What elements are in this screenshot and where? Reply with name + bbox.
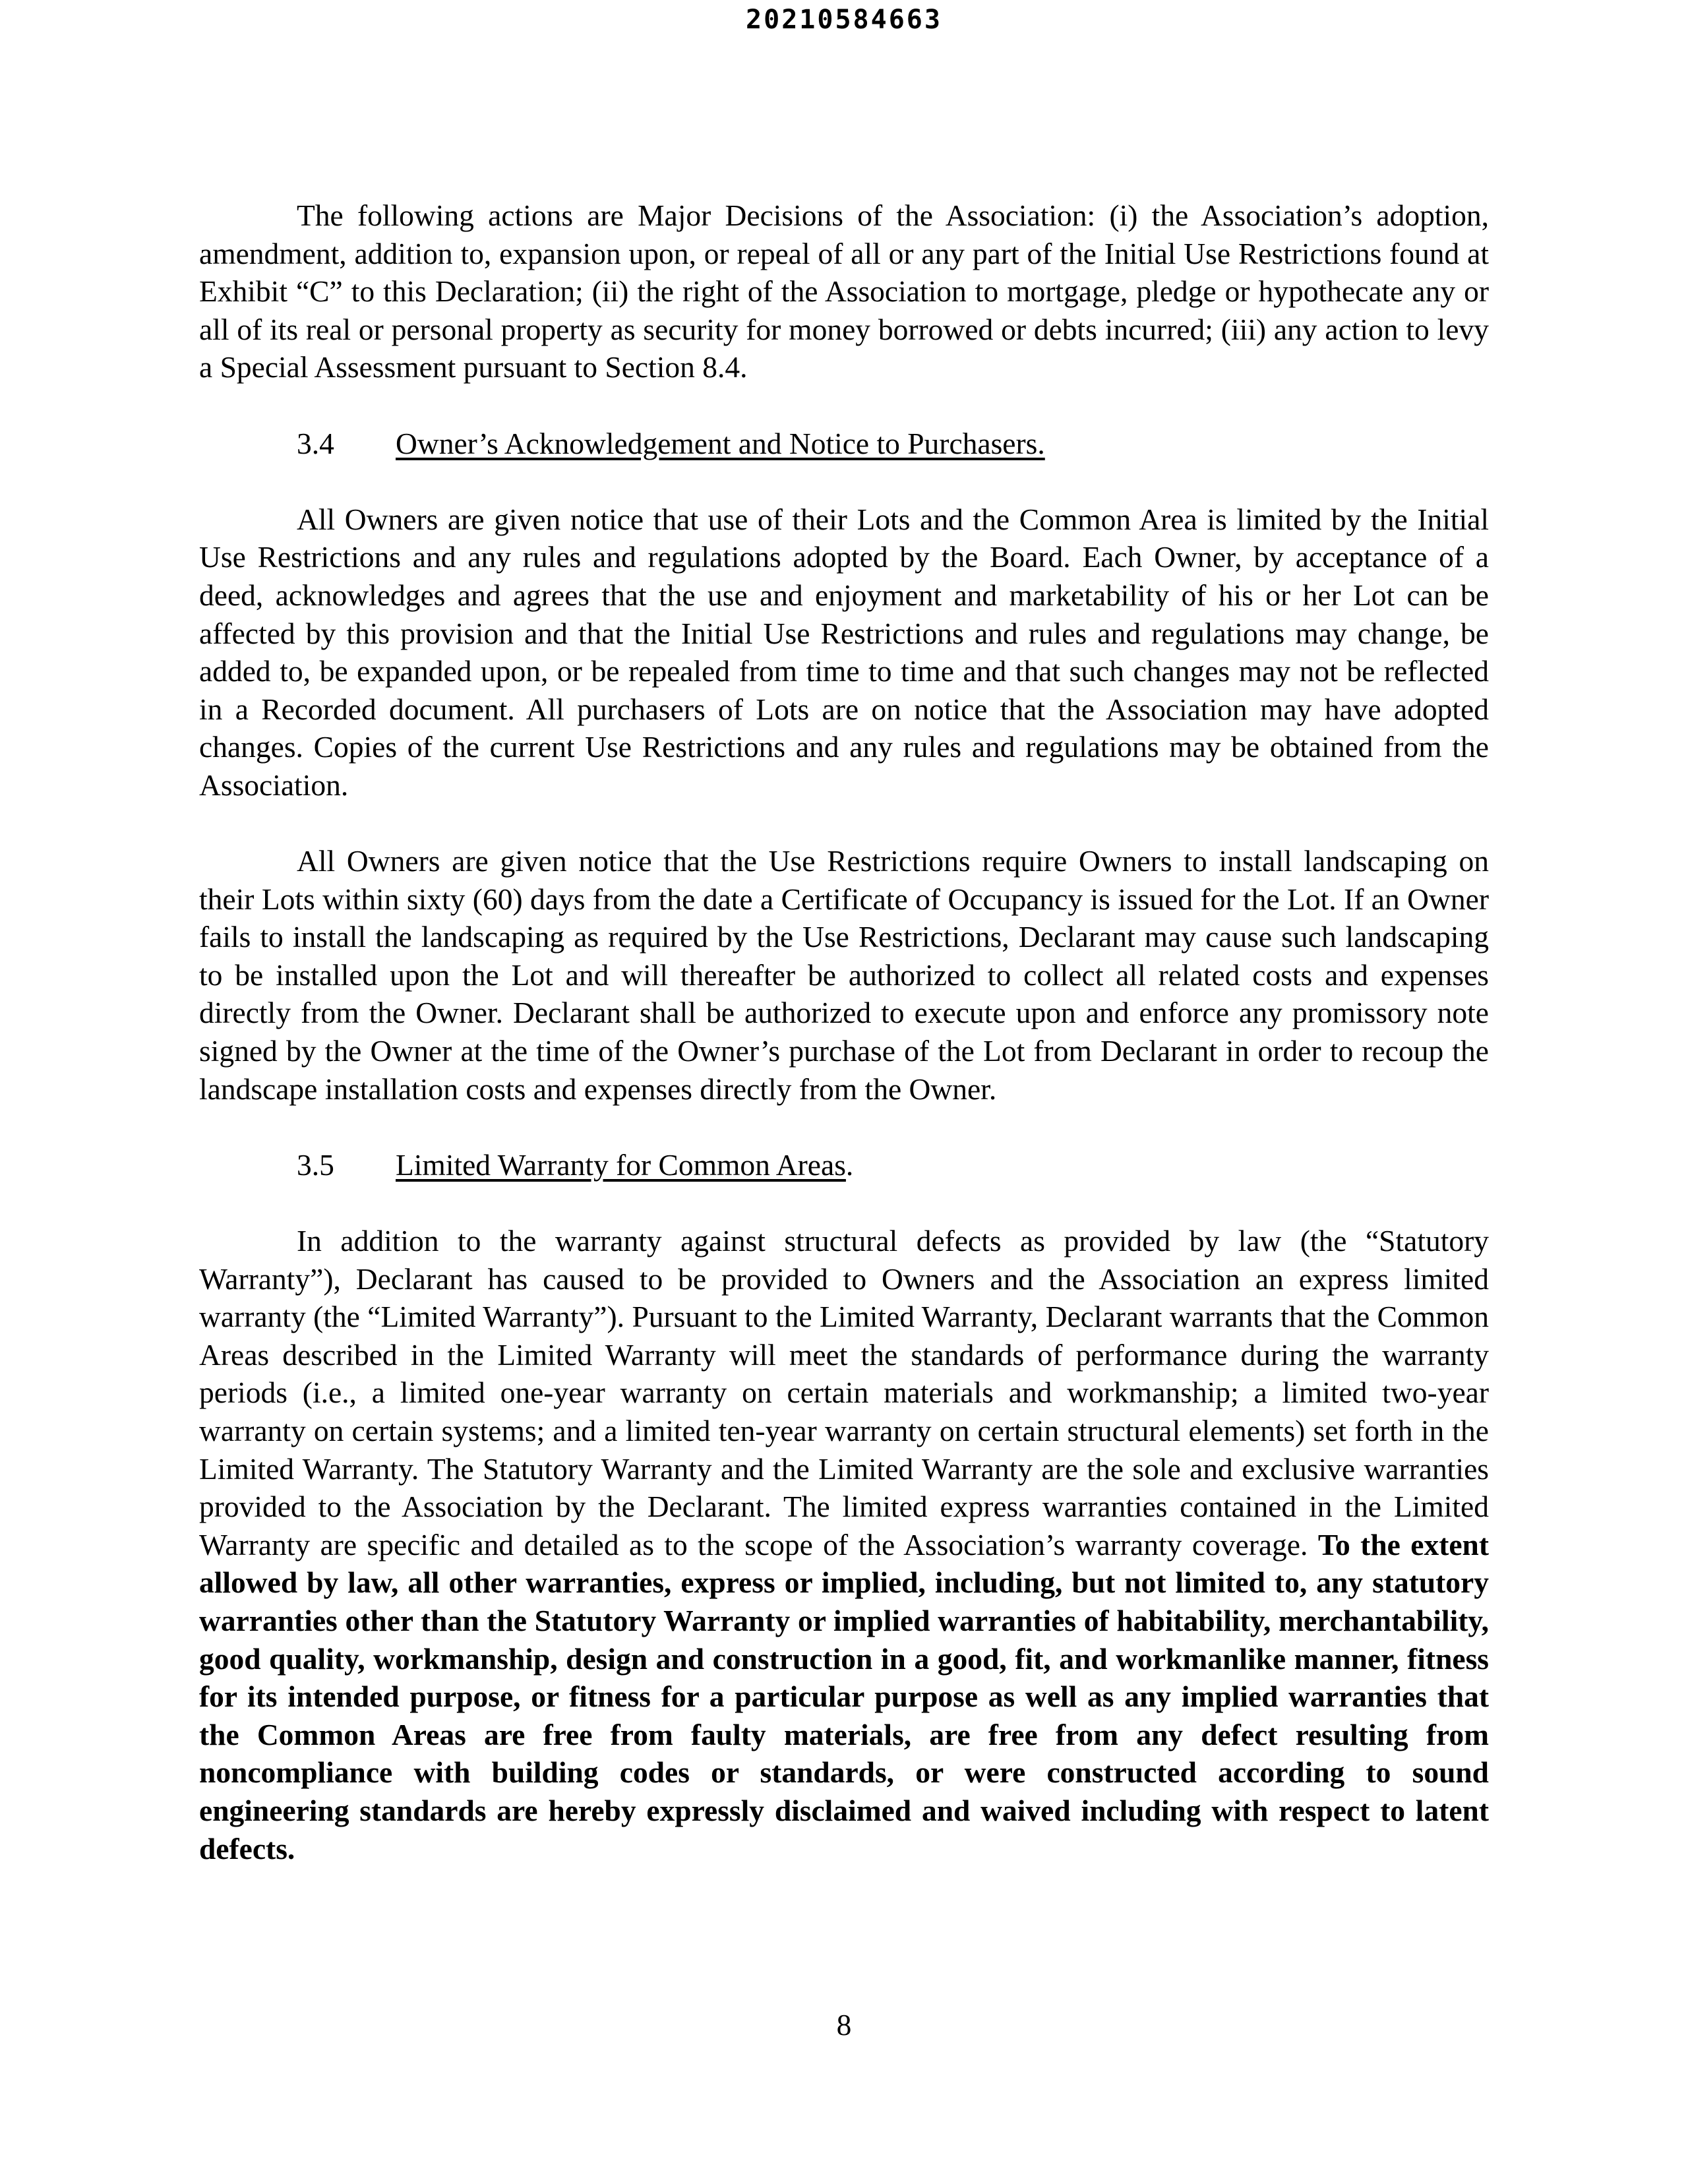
section-title-suffix: . (845, 1147, 854, 1182)
document-number: 20210584663 (746, 5, 942, 35)
section-number: 3.5 (297, 1147, 334, 1182)
landscaping-notice-paragraph: All Owners are given notice that the Use Restrictions require Owners to install landscaping on their Lots within sixty (60) days from the date a Certificate of Occupancy is issued for the Lot. If an Owner fails to install the landscaping as required by the Use Restrictions, Declarant may cause such landscaping to be installed upon the Lot and will thereafter be authorized to collect all related costs and expenses directly from the Owner. Declarant shall be authorized to execute upon and enforce any promissory note signed by the Owner at the time of the Owner’s purchase of the Lot from Declarant in order to recoup the landscape installation costs and expenses directly from the Owner. (199, 844, 1489, 1106)
section-title: Limited Warranty for Common Areas (396, 1147, 846, 1182)
warranty-text: In addition to the warranty against structural defects as provided by law (the “Statutory Warranty”), Declarant has caused to be provided to Owners and the Association an express limited warranty (the “Limited Warranty”). Pursuant to the Limited Warranty, Declarant warrants that the Common Areas described in the Limited Warranty will meet the standards of performance during the warranty periods (i.e., a limited one-year warranty on certain materials and workmanship; a limited two-year warranty on certain systems; and a limited ten-year warranty on certain structural elements) set forth in the Limited Warranty. The Statutory Warranty and the Limited Warranty are the sole and exclusive warranties provided to the Association by the Declarant. The limited express warranties contained in the Limited Warranty are specific and detailed as to the scope of the Association’s warranty coverage. (199, 1224, 1489, 1562)
document-body (199, 197, 1489, 1867)
page-number: 8 (836, 2008, 852, 2042)
section-3-4-heading (199, 425, 1489, 463)
section-3-5-heading (199, 1146, 1489, 1184)
major-decisions-paragraph: The following actions are Major Decisions of the Association: (i) the Association’s adoption, amendment, addition to, expansion upon, or repeal of all or any part of the Initial Use Restrictions found at Exhibit “C” to this Declaration; (ii) the right of the Association to mortgage, pledge or hypothecate any or all of its real or personal property as security for money borrowed or debts incurred; (iii) any action to levy a Special Assessment pursuant to Section 8.4. (199, 198, 1489, 384)
owners-notice-paragraph: All Owners are given notice that use of their Lots and the Common Area is limited by the Initial Use Restrictions and any rules and regulations adopted by the Board. Each Owner, by acceptance of a deed, acknowledges and agrees that the use and enjoyment and marketability of his or her Lot can be affected by this provision and that the Initial Use Restrictions and rules and regulations may change, be added to, be expanded upon, or be repealed from time to time and that such changes may not be reflected in a Recorded document. All purchasers of Lots are on notice that the Association may have adopted changes. Copies of the current Use Restrictions and any rules and regulations may be obtained from the Association. (199, 502, 1489, 802)
limited-warranty-paragraph (199, 1222, 1489, 1867)
warranty-disclaimer-text: To the extent allowed by law, all other warranties, express or implied, including, but not limited to, any statutory warranties other than the Statutory Warranty or implied warranties of habitability, merchantability, good quality, workmanship, design and construction in a good, fit, and workmanlike manner, fitness for its intended purpose, or fitness for a particular purpose as well as any implied warranties that the Common Areas are free from faulty materials, are free from any defect resulting from noncompliance with building codes or standards, or were constructed according to sound engineering standards are hereby expressly disclaimed and waived including with respect to latent defects. (199, 1527, 1489, 1866)
section-number: 3.4 (297, 426, 334, 460)
section-title: Owner’s Acknowledgement and Notice to Purchasers. (396, 426, 1045, 460)
